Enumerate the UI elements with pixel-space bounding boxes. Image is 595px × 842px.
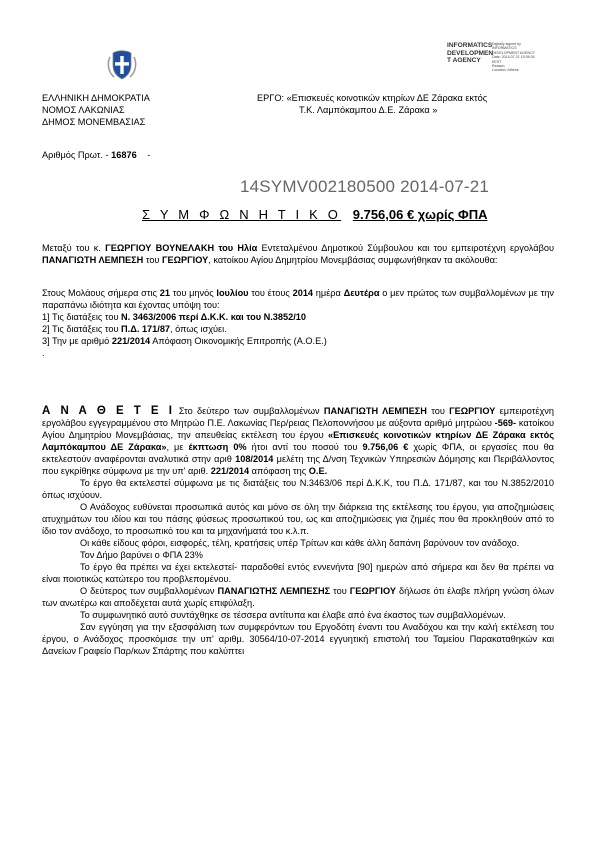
issuer-line: ΝΟΜΟΣ ΛΑΚΩΝΙΑΣ: [42, 105, 125, 115]
deadline-paragraph: Το έργο θα πρέπει να έχει εκτελεστεί- παραδοθεί εντός εννενήντα [90] ημερών από σήμερα και δεν θα πρέπει να είναι ποιοτικώς κατώτερο του προβλεπομένου.: [42, 562, 554, 584]
issuer-block: [42, 92, 150, 128]
dot-line: .: [42, 348, 45, 358]
text-run: Απόφαση Οικονομικής Επιτροπής (Α.Ο.Ε.): [150, 336, 327, 346]
text-run: του: [143, 255, 163, 265]
sig-line: DEVELOPMENT AGENCY: [492, 50, 536, 55]
bold-run: ΓΕΩΡΓΙΟΥ: [349, 586, 396, 596]
bold-run: ΠΑΝΑΓΙΩΤΗ ΛΕΜΠΕΣΗ: [323, 406, 427, 416]
protocol-number: [42, 149, 150, 161]
bold-run: 221/2014: [111, 336, 151, 346]
text-run: απόφαση της: [249, 466, 309, 476]
text-run: Εντεταλμένου Δημοτικού Σύμβουλου και του εμπειροτέχνη εργολάβου: [257, 243, 554, 253]
text-run: Στο δεύτερο των συμβαλλομένων: [174, 406, 324, 416]
bold-run: Π.Δ. 171/87: [121, 324, 171, 334]
sig-line: Reason:: [492, 64, 506, 69]
digital-signature-stamp: [447, 42, 536, 73]
protocol-value: 16876: [111, 150, 137, 160]
sig-line: Digitally signed by: [492, 42, 521, 46]
project-line2: Τ.Κ. Λαμπόκαμπου Δ.Ε. Ζάρακα »: [299, 105, 438, 115]
text-run: του: [330, 586, 350, 596]
bold-run: έκπτωση 0%: [188, 442, 247, 452]
signature-logo-text: INFORMATICS DEVELOPMEN T AGENCY: [447, 42, 494, 65]
protocol-suffix: -: [147, 150, 151, 160]
text-run: ημέρα: [313, 288, 344, 298]
text-run: μελέτη της Δ/νση Τεχνικών Υπηρεσιών Δόμησης και Περιβάλλοντος που εγκρίθηκε σύμφωνα με την υπ' αριθ.: [42, 454, 554, 476]
text-run: , με: [166, 442, 189, 452]
guarantee-paragraph: Σαν εγγύηση για την εξασφάλιση των συμφερόντων του Εργοδότη έναντι του Αναδόχου και την καλή εκτέλεση του έργου, ο Ανάδοχος προσκόμισε την υπ' αριθμ. 30564/10-07-2014 εγγυητική επιστολή του Ταμείου Παρακαταθηκών και Δανείων Γραφείο Παρ/κων Σπάρτης που καλύπτει: [42, 622, 554, 656]
project-block: [257, 92, 487, 116]
bold-run: Ο.Ε.: [308, 466, 328, 476]
sig-line: EEST: [492, 59, 502, 64]
vat-paragraph: Τον Δήμο βαρύνει ο ΦΠΑ 23%: [80, 550, 203, 560]
bold-run: 221/2014: [210, 466, 250, 476]
protocol-label: Αριθμός Πρωτ. -: [42, 150, 109, 160]
sig-line: Location: Athens: [492, 68, 519, 73]
text-run: 3] Την με αριθμό: [42, 336, 112, 346]
assignment-paragraph: [42, 405, 554, 477]
bold-run: ΓΕΩΡΓΙΟΥ: [449, 406, 496, 416]
text-run: κατοίκου Αγίου Δημητρίου Μονεμβάσιας, την απευθείας εκτέλεση του έργου: [42, 418, 554, 440]
text-run: εμπειροτέχνη εργολάβου εγγεγραμμένου στο Μητρώο Π.Ε. Λακωνίας Περ/ρειας Πελοποννήσου με αύξοντα αριθμό μητρώου: [42, 406, 555, 428]
bold-run: «Επισκευές κοινοτικών κτηρίων ΔΕ Ζάρακα εκτός Λαμπόκαμπου ΔΕ Ζάρακα»: [42, 430, 554, 452]
text-run: 1] Τις διατάξεις του: [42, 312, 122, 322]
greek-emblem-icon: [105, 48, 139, 82]
bold-run: 9.756,06 €: [362, 442, 409, 452]
issuer-line: ΕΛΛΗΝΙΚΗ ΔΗΜΟΚΡΑΤΙΑ: [42, 93, 150, 103]
bold-run: -569-: [494, 418, 517, 428]
bold-run: 21: [159, 288, 170, 298]
project-label: ΕΡΓΟ: «Επισκευές κοινοτικών κτηρίων ΔΕ Ζάρακα εκτός: [257, 93, 488, 103]
list-item: [42, 323, 554, 335]
main-body: [42, 405, 554, 657]
title-word: Σ Υ Μ Φ Ω Ν Η Τ Ι Κ Ο: [142, 207, 342, 222]
bold-run: 108/2014: [235, 454, 274, 464]
list-item: [42, 335, 554, 347]
bold-run: Ν. 3463/2006 περί Δ.Κ.Κ. και του Ν.3852/10: [121, 312, 307, 322]
law-paragraph: Το έργο θα εκτελεστεί σύμφωνα με τις διατάξεις του Ν.3463/06 περί Δ.Κ.Κ, του Π.Δ. 171/87, και του Ν.3852/2010 όπως ισχύουν.: [42, 478, 554, 500]
document-title: [142, 207, 487, 222]
text-run: , κατοίκου Αγίου Δημητρίου Μονεμβάσιας συμφωνήθηκαν τα ακόλουθα:: [208, 255, 498, 265]
assign-heading: Α Ν Α Θ Ε Τ Ε Ι: [42, 405, 175, 417]
text-run: του: [426, 406, 450, 416]
bold-run: Δευτέρα: [343, 288, 380, 298]
text-run: , όπως ισχύει.: [170, 324, 227, 334]
text-run: δήλωσε ότι έλαβε πλήρη γνώση όλων των ανωτέρω και αποδέχεται αυτά χωρίς επιφύλαξη.: [42, 586, 554, 608]
bold-run: Ιουλίου: [216, 288, 249, 298]
acceptance-paragraph: [42, 585, 554, 609]
list-item: [42, 311, 554, 323]
bold-run: 2014: [292, 288, 314, 298]
text-run: του έτους: [248, 288, 293, 298]
text-run: Μεταξύ του κ.: [42, 243, 106, 253]
text-run: ο μεν πρώτος των συμβαλλομένων με την παραπάνω ιδιότητα και έχοντας υπόψη του:: [42, 288, 554, 310]
text-run: Ο δεύτερος των συμβαλλομένων: [80, 586, 218, 596]
sig-line: Date: 2014.07.21 15:36:34: [492, 55, 535, 60]
taxes-paragraph: Οι κάθε είδους φόροι, εισφορές, τέλη, κρατήσεις υπέρ Τρίτων και κάθε άλλη δαπάνη βαρύνουν τον ανάδοχο.: [80, 538, 520, 548]
bold-run: ΠΑΝΑΓΙΩΤΗ ΛΕΜΠΕΣΗ: [42, 255, 144, 265]
copies-paragraph: Το συμφωνητικό αυτό συντάχθηκε σε τέσσερα αντίτυπα και έλαβε από ένα έκαστος των συμβαλλομένων.: [80, 610, 506, 620]
title-amount: 9.756,06 € χωρίς ΦΠΑ: [352, 207, 488, 222]
intro-paragraph: [42, 242, 554, 266]
bold-run: ΠΑΝΑΓΙΩΤΗΣ ΛΕΜΠΕΣΗΣ: [217, 586, 331, 596]
bold-run: ΓΕΩΡΓΙΟΥ ΒΟΥΝΕΛΑΚΗ του Ηλία: [105, 243, 258, 253]
issuer-line: ΔΗΜΟΣ ΜΟΝΕΜΒΑΣΙΑΣ: [42, 117, 146, 127]
ada-code: 14SYMV002180500 2014-07-21: [240, 177, 490, 196]
date-paragraph: [42, 287, 554, 359]
text-run: χωρίς ΦΠΑ, οι εργασίες που θα εκτελεστούν αναφέρονται αναλυτικά στην αριθ: [42, 442, 554, 464]
liability-paragraph: Ο Ανάδοχος ευθύνεται προσωπικά αυτός και μόνο σε όλη την διάρκεια της εκτέλεσης του έργου, για αποζημιώσεις ατυχημάτων του ιδίου και του πάσης φύσεως προσωπικού του, ως και αποζημιώσεις για ζημιές που θα προκληθούν από το ίδιο τον ανάδοχο, το προσωπικό του και τα μηχανήματά του κ.λ.π.: [42, 502, 554, 536]
text-run: Στους Μολάους σήμερα στις: [42, 288, 160, 298]
bold-run: ΓΕΩΡΓΙΟΥ: [162, 255, 209, 265]
sig-line: INFORMATICS: [492, 46, 517, 51]
text-run: του μηνός: [169, 288, 217, 298]
signature-details: [492, 42, 572, 73]
text-run: ήτοι αντί του ποσού του: [246, 442, 363, 452]
text-run: 2] Τις διατάξεις του: [42, 324, 122, 334]
